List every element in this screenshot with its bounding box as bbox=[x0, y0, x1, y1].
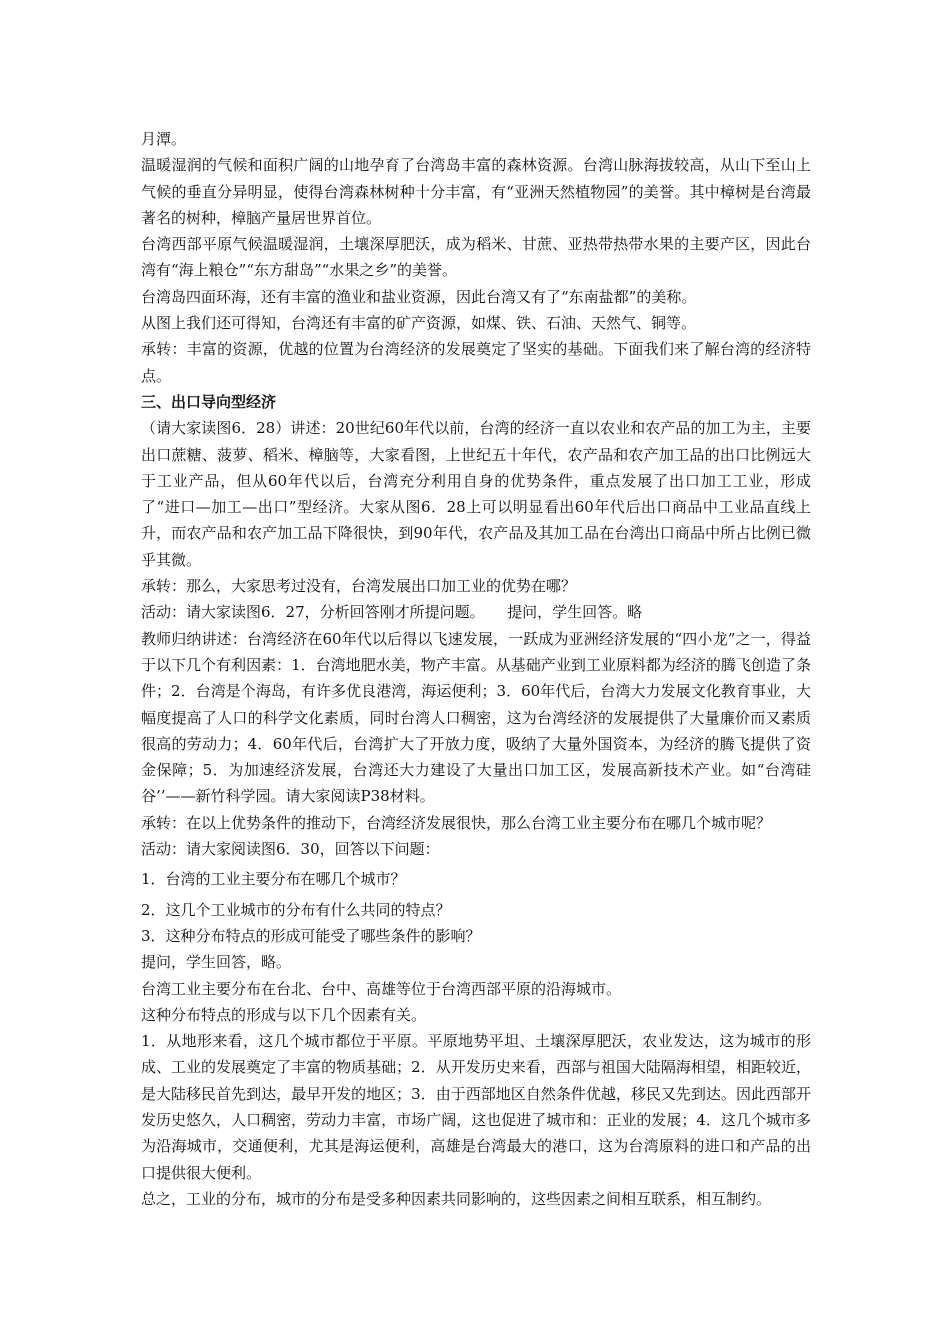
paragraph-transition-advantage: 承转：那么，大家思考过没有，台湾发展出口加工业的优势在哪？ bbox=[141, 577, 577, 596]
question-item-3: 3．这种分布特点的形成可能受了哪些条件的影响？ bbox=[141, 926, 481, 945]
document-page bbox=[141, 126, 811, 1212]
paragraph-transition-economy: 承转：丰富的资源，优越的位置为台湾经济的发展奠定了坚实的基础。下面我们来了解台湾的经济特点。 bbox=[141, 340, 811, 385]
paragraph-forest-resources: 温暖湿润的气候和面积广阔的山地孕育了台湾岛丰富的森林资源。台湾山脉海拔较高，从山下至山上气候的垂直分异明显，使得台湾森林树种十分丰富，有“亚洲天然植物园”的美誉。其中樟树是台湾最著名的树种，樟脑产量居世界首位。 bbox=[141, 156, 811, 227]
paragraph-activity-fig-627: 活动：请大家读图6．27，分析回答刚才所提问题。 提问，学生回答。略 bbox=[141, 603, 643, 622]
paragraph-industry-cities: 台湾工业主要分布在台北、台中、高雄等位于台湾西部平原的沿海城市。 bbox=[141, 979, 622, 998]
paragraph-conclusion: 总之，工业的分布，城市的分布是受多种因素共同影响的，这些因素之间相互联系，相互制约。 bbox=[141, 1189, 772, 1208]
paragraph-fishery-salt: 台湾岛四面环海，还有丰富的渔业和盐业资源，因此台湾又有了“东南盐都”的美称。 bbox=[141, 287, 697, 306]
paragraph-factors-intro: 这种分布特点的形成与以下几个因素有关。 bbox=[141, 1005, 427, 1024]
paragraph-western-plain: 台湾西部平原气候温暖湿润，土壤深厚肥沃，成为稻米、甘蔗、亚热带热带水果的主要产区，因此台湾有“海上粮仓”“东方甜岛”“水果之乡”的美誉。 bbox=[141, 235, 811, 280]
question-item-1: 1．台湾的工业主要分布在哪几个城市？ bbox=[141, 870, 406, 889]
paragraph-factors-list: 1．从地形来看，这几个城市都位于平原。平原地势平坦、土壤深厚肥沃，农业发达，这为城市的形成、工业的发展奠定了丰富的物质基础；2．从开发历史来看，西部与祖国大陆隔海相望，相距较近，是大陆移民首先到达，最早开发的地区；3．由于西部地区自然条件优越，移民又先到达。因此西部开发历史悠久，人口稠密，劳动力丰富，市场广阔，这也促进了城市和：正业的发展；4．这几个城市多为沿海城市，交通便利，尤其是海运便利，高雄是台湾最大的港口，这为台湾原料的进口和产品的出口提供很大便利。 bbox=[141, 1032, 811, 1182]
paragraph-student-answer: 提问，学生回答，略。 bbox=[141, 953, 292, 972]
paragraph-minerals: 从图上我们还可得知，台湾还有丰富的矿产资源，如煤、铁、石油、天然气、铜等。 bbox=[141, 314, 697, 333]
paragraph-teacher-summary: 教师归纳讲述：台湾经济在60年代以后得以飞速发展，一跃成为亚洲经济发展的“四小龙”之一，得益于以下几个有利因素：1．台湾地肥水美，物产丰富。从基础产业到工业原料都为经济的腾飞创造了条件；2．台湾是个海岛，有许多优良港湾，海运便利；3．60年代后，台湾大力发展文化教育事业，大幅度提高了人口的科学文化素质，同时台湾人口稠密，这为台湾经济的发展提供了大量廉价而又素质很高的劳动力；4．60年代后，台湾扩大了开放力度，吸纳了大量外国资本，为经济的腾飞提供了资金保障；5．为加速经济发展，台湾还大力建设了大量出口加工区，发展高新技术产业。如“台湾硅谷’’——新竹科学园。请大家阅读P38材料。 bbox=[141, 629, 811, 806]
question-item-2: 2．这几个工业城市的分布有什么共同的特点？ bbox=[141, 900, 451, 919]
paragraph-sun-moon-lake-end: 月潭。 bbox=[141, 130, 187, 148]
section-heading-export-economy: 三、出口导向型经济 bbox=[141, 392, 277, 411]
paragraph-transition-industry: 承转：在以上优势条件的推动下，台湾经济发展很快，那么台湾工业主要分布在哪几个城市呢？ bbox=[141, 813, 772, 832]
paragraph-activity-fig-630: 活动：请大家阅读图6．30，回答以下问题： bbox=[141, 840, 440, 859]
paragraph-export-history: （请大家读图6．28）讲述：20世纪60年代以前，台湾的经济一直以农业和农产品的加工为主，主要出口蔗糖、菠萝、稻米、樟脑等，大家看图，上世纪五十年代，农产品和农产加工品的出口比例远大于工业产品，但从60年代以后，台湾充分利用自身的优势条件，重点发展了出口加工工业，形成了“进口—加工—出口”型经济。大家从图6．28上可以明显看出60年代后出口商品中工业品直线上升，而农产品和农产加工品下降很快，到90年代，农产品及其加工品在台湾出口商品中所占比例已微乎其微。 bbox=[141, 419, 811, 569]
